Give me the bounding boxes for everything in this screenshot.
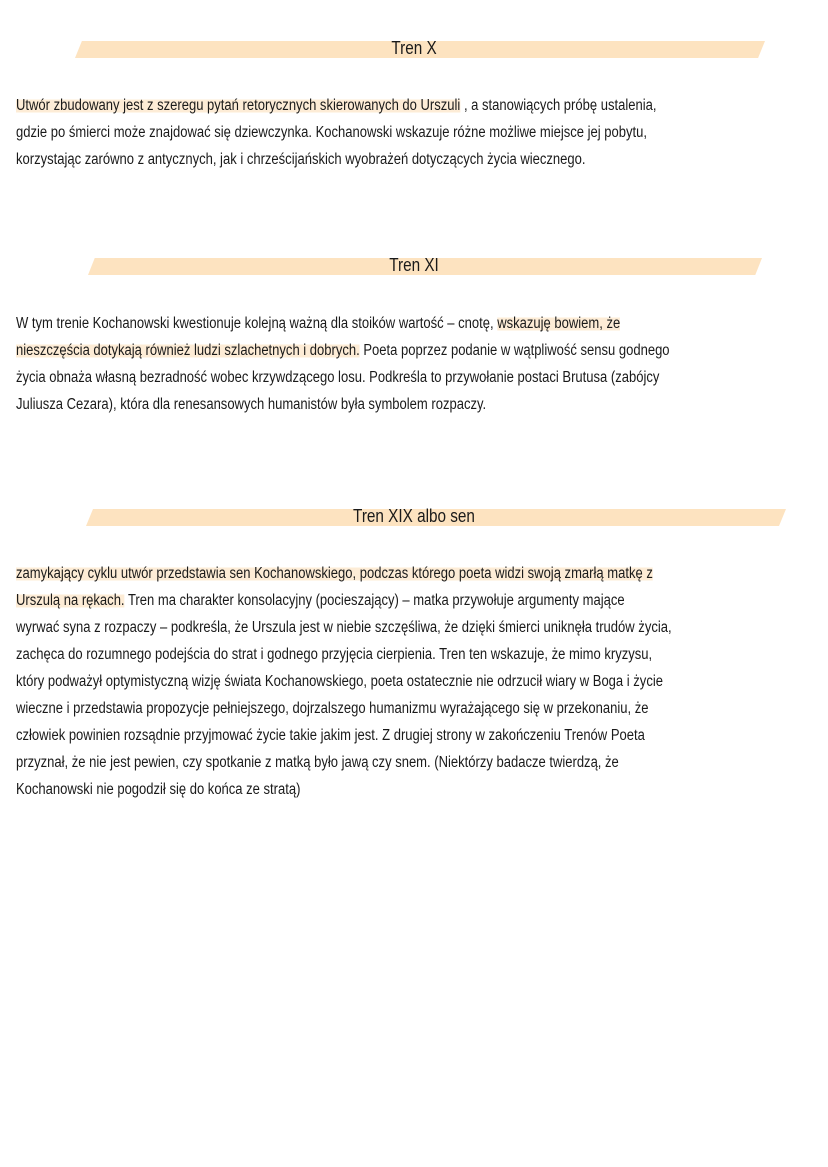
text-segment: W tym trenie Kochanowski kwestionuje kolejną ważną dla stoików wartość – cnotę, [16,315,498,332]
text-segment: Kochanowski nie pogodził się do końca ze stratą) [16,781,301,798]
section-title: Tren X [391,38,437,58]
text-line [16,119,656,146]
text-segment: Poeta poprzez podanie w wątpliwość sensu godnego [359,342,670,359]
text-segment: , a stanowiących próbę ustalenia, [460,97,657,114]
text-line [16,92,656,119]
text-segment: człowiek powinien rozsądnie przyjmować życie takie jakim jest. Z drugiej strony w zakończeniu Trenów Poeta [16,727,645,744]
text-segment: korzystając zarówno z antycznych, jak i chrześcijańskich wyobrażeń dotyczących życia wiecznego. [16,151,586,168]
text-segment: wieczne i przedstawia propozycje pełniejszego, dojrzalszego humanizmu wyrażającego się w przekonaniu, że [16,700,649,717]
text-line [16,587,672,614]
text-segment: przyznał, że nie jest pewien, czy spotkanie z matką było jawą czy snem. (Niektórzy badacze twierdzą, że [16,754,619,771]
text-segment: życia obnaża własną bezradność wobec krzywdzącego losu. Podkreśla to przywołanie postaci Brutusa (zabójcy [16,369,660,386]
text-line [16,641,672,668]
text-line [16,337,670,364]
paragraph [16,560,796,803]
text-line [16,722,672,749]
text-line [16,776,672,803]
text-line [16,749,672,776]
text-line [16,391,670,418]
text-line [16,146,656,173]
highlighted-text: Utwór zbudowany jest z szeregu pytań retorycznych skierowanych do Urszuli [16,97,461,114]
text-segment: zachęca do rozumnego podejścia do strat i godnego przyjęcia cierpienia. Tren ten wskazuje, że mimo kryzysu, [16,646,653,663]
text-segment: który podważył optymistyczną wizję świata Kochanowskiego, poeta ostatecznie nie odrzucił wiary w Boga i życie [16,673,663,690]
text-line [16,560,672,587]
highlighted-text: nieszczęścia dotykają również ludzi szlachetnych i dobrych. [16,342,360,359]
paragraph [16,310,794,418]
text-segment: Juliusza Cezara), która dla renesansowych humanistów była symbolem rozpaczy. [16,396,487,413]
highlighted-text: Urszulą na rękach. [16,592,125,609]
text-line [16,310,670,337]
text-segment: wyrwać syna z rozpaczy – podkreśla, że Urszula jest w niebie szczęśliwa, że dzięki śmierci uniknęła trudów życia, [16,619,672,636]
text-line [16,695,672,722]
text-segment: Tren ma charakter konsolacyjny (pocieszający) – matka przywołuje argumenty mające [124,592,625,609]
text-line [16,614,672,641]
text-line [16,668,672,695]
highlighted-text: zamykający cyklu utwór przedstawia sen Kochanowskiego, podczas którego poeta widzi swoją zmarłą matkę z [16,565,653,582]
highlighted-text: wskazuję bowiem, że [497,315,621,332]
text-line [16,364,670,391]
section-title: Tren XI [389,255,439,275]
text-segment: gdzie po śmierci może znajdować się dziewczynka. Kochanowski wskazuje różne możliwe miejsce jej pobytu, [16,124,648,141]
section-title: Tren XIX albo sen [353,506,475,526]
paragraph [16,92,778,173]
